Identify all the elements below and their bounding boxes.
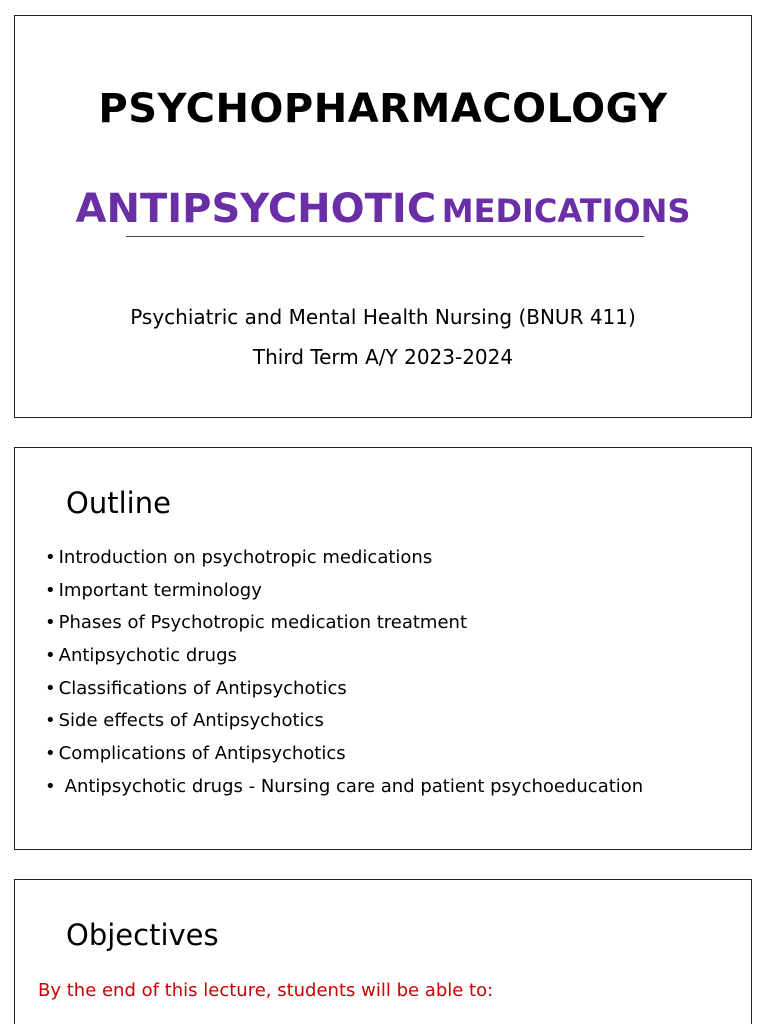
slide-title: PSYCHOPHARMACOLOGY (98, 86, 668, 132)
outline-item (45, 677, 643, 710)
subtitle-secondary-word: MEDICATIONS (441, 192, 691, 230)
slide-subtitle (15, 186, 751, 232)
outline-item (45, 742, 643, 775)
outline-item (45, 579, 643, 612)
subtitle-main-word: ANTIPSYCHOTIC (75, 186, 437, 232)
objectives-heading: Objectives (66, 918, 219, 952)
bullet-icon: • (45, 547, 56, 568)
academic-term: Third Term A/Y 2023-2024 (252, 345, 514, 369)
outline-item-text: Introduction on psychotropic medications (58, 547, 433, 568)
title-underline-divider (126, 236, 644, 237)
outline-item-text: Important terminology (58, 579, 262, 601)
bullet-icon: • (45, 677, 56, 699)
outline-item-text: Antipsychotic drugs (58, 645, 237, 667)
outline-item (45, 709, 643, 742)
outline-item (45, 611, 643, 644)
outline-item-text: Complications of Antipsychotics (58, 743, 346, 765)
outline-item-text: Classifications of Antipsychotics (58, 677, 347, 699)
objectives-slide (14, 879, 752, 1024)
outline-item (45, 644, 643, 677)
outline-item-text: Side effects of Antipsychotics (58, 710, 324, 732)
bullet-icon: • (45, 579, 56, 601)
outline-heading: Outline (66, 486, 171, 520)
bullet-icon: • (45, 710, 56, 732)
title-slide (14, 15, 752, 418)
outline-list (45, 546, 643, 808)
outline-slide (14, 447, 752, 850)
outline-item-text: Antipsychotic drugs - Nursing care and patient psychoeducation (64, 775, 644, 797)
bullet-icon: • (45, 645, 56, 667)
outline-item (45, 775, 643, 808)
outline-item (45, 546, 643, 579)
bullet-icon: • (45, 743, 56, 765)
bullet-icon: • (45, 775, 56, 797)
outline-item-text: Phases of Psychotropic medication treatment (58, 612, 468, 634)
bullet-icon: • (45, 612, 56, 634)
objectives-intro: By the end of this lecture, students will be able to: (38, 980, 494, 1001)
course-name: Psychiatric and Mental Health Nursing (BNUR 411) (130, 305, 636, 329)
